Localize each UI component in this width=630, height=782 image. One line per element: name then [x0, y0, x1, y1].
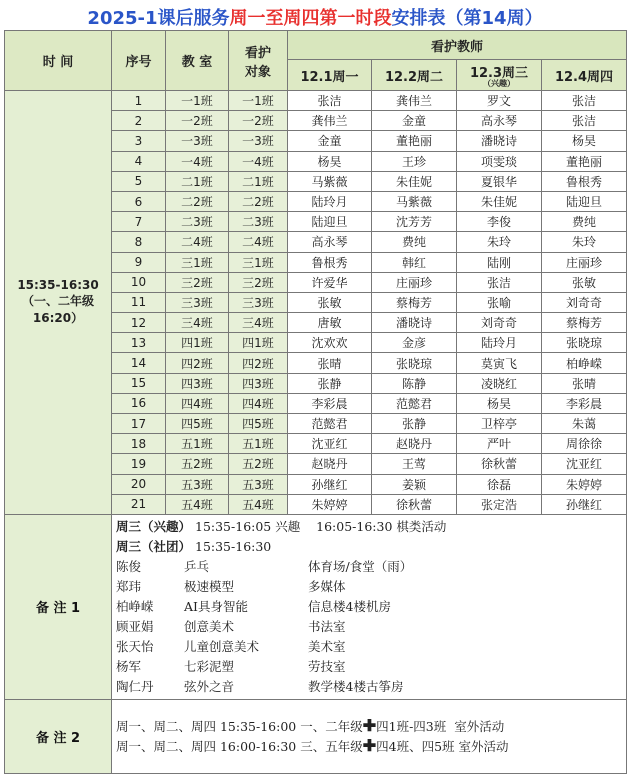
teacher-thu: 朱玲 [542, 232, 627, 252]
teacher-thu: 张洁 [542, 111, 627, 131]
row-target: 二1班 [229, 171, 288, 191]
teacher-mon: 陆迎旦 [288, 212, 372, 232]
teacher-tue: 沈芳芳 [372, 212, 457, 232]
teacher-mon: 李彩晨 [288, 393, 372, 413]
row-number: 19 [112, 454, 166, 474]
teacher-mon: 张敏 [288, 292, 372, 312]
teacher-mon: 陆玲月 [288, 191, 372, 211]
row-classroom: 一1班 [166, 91, 229, 111]
notes2-line2 [116, 736, 622, 756]
teacher-wed: 罗文 [457, 91, 542, 111]
row-number: 13 [112, 333, 166, 353]
teacher-mon: 朱婷婷 [288, 494, 372, 514]
row-target: 三4班 [229, 313, 288, 333]
teacher-thu: 周徐徐 [542, 434, 627, 454]
header-teachers: 看护教师 [288, 31, 627, 60]
schedule-table [4, 30, 627, 774]
teacher-mon: 许爱华 [288, 272, 372, 292]
teacher-wed: 项雯琰 [457, 151, 542, 171]
club-teacher: 顾亚娟 [116, 618, 154, 634]
page-title [0, 4, 630, 30]
row-number: 7 [112, 212, 166, 232]
row-classroom: 二4班 [166, 232, 229, 252]
teacher-tue: 陈静 [372, 373, 457, 393]
row-classroom: 三3班 [166, 292, 229, 312]
title-suffix: 安排表（第14周） [391, 8, 543, 29]
row-classroom: 五1班 [166, 434, 229, 454]
row-target: 四1班 [229, 333, 288, 353]
row-target: 一2班 [229, 111, 288, 131]
teacher-tue: 徐秋蕾 [372, 494, 457, 514]
teacher-wed: 徐秋蕾 [457, 454, 542, 474]
header-time: 时 间 [5, 31, 112, 91]
row-target: 二3班 [229, 212, 288, 232]
club-place: 信息楼4楼机房 [308, 598, 391, 614]
row-number: 20 [112, 474, 166, 494]
teacher-mon: 范懿君 [288, 414, 372, 434]
club-row [116, 677, 622, 697]
club-place: 教学楼4楼古筝房 [308, 678, 404, 694]
teacher-thu: 张晴 [542, 373, 627, 393]
teacher-wed: 张定浩 [457, 494, 542, 514]
teacher-tue: 张静 [372, 414, 457, 434]
time-block-line1: 15:35-16:30 [17, 278, 99, 293]
teacher-wed: 夏银华 [457, 171, 542, 191]
plus-icon: ✚ [362, 736, 377, 756]
header-target-line2: 对象 [244, 64, 271, 80]
club-row [116, 637, 622, 657]
teacher-tue: 费纯 [372, 232, 457, 252]
club-teacher: 陶仁丹 [116, 678, 154, 694]
teacher-tue: 王莺 [372, 454, 457, 474]
header-day-wed [457, 60, 542, 91]
teacher-mon: 高永琴 [288, 232, 372, 252]
row-number: 15 [112, 373, 166, 393]
row-target: 五1班 [229, 434, 288, 454]
row-target: 五4班 [229, 494, 288, 514]
header-day-thu: 12.4周四 [542, 60, 627, 91]
teacher-wed: 张喻 [457, 292, 542, 312]
notes1-interest-rest: 15:35-16:05 兴趣 16:05-16:30 棋类活动 [191, 518, 447, 534]
header-day-tue: 12.2周二 [372, 60, 457, 91]
teacher-tue: 范懿君 [372, 393, 457, 413]
row-number: 2 [112, 111, 166, 131]
teacher-mon: 杨昊 [288, 151, 372, 171]
notes1-interest-head: 周三（兴趣） [116, 518, 192, 534]
row-target: 一1班 [229, 91, 288, 111]
teacher-tue: 龚伟兰 [372, 91, 457, 111]
teacher-thu: 杨昊 [542, 131, 627, 151]
teacher-mon: 张静 [288, 373, 372, 393]
row-target: 四2班 [229, 353, 288, 373]
row-classroom: 四3班 [166, 373, 229, 393]
row-number: 21 [112, 494, 166, 514]
row-target: 三2班 [229, 272, 288, 292]
teacher-tue: 金彦 [372, 333, 457, 353]
club-name: 极速模型 [184, 578, 235, 594]
club-row [116, 657, 622, 677]
club-place: 劳技室 [308, 658, 346, 674]
row-classroom: 一2班 [166, 111, 229, 131]
row-target: 四5班 [229, 414, 288, 434]
teacher-wed: 陆刚 [457, 252, 542, 272]
row-number: 6 [112, 191, 166, 211]
teacher-tue: 金童 [372, 111, 457, 131]
row-target: 五2班 [229, 454, 288, 474]
row-number: 10 [112, 272, 166, 292]
club-teacher: 郑玮 [116, 578, 142, 594]
row-number: 14 [112, 353, 166, 373]
teacher-mon: 唐敏 [288, 313, 372, 333]
header-classroom: 教 室 [166, 31, 229, 91]
teacher-thu: 刘奇奇 [542, 292, 627, 312]
row-classroom: 四2班 [166, 353, 229, 373]
row-classroom: 三2班 [166, 272, 229, 292]
club-place: 书法室 [308, 618, 346, 634]
row-number: 11 [112, 292, 166, 312]
teacher-thu: 张洁 [542, 91, 627, 111]
teacher-tue: 姜颖 [372, 474, 457, 494]
notes2-label: 备 注 2 [5, 699, 112, 773]
club-name: 弦外之音 [184, 678, 235, 694]
teacher-wed: 严叶 [457, 434, 542, 454]
club-row [116, 557, 622, 577]
notes2-line1-a: 周一、周二、周四 15:35-16:00 一、二年级 [116, 719, 363, 735]
teacher-mon: 孙继红 [288, 474, 372, 494]
teacher-tue: 赵晓丹 [372, 434, 457, 454]
teacher-mon: 张晴 [288, 353, 372, 373]
row-target: 三3班 [229, 292, 288, 312]
teacher-tue: 董艳丽 [372, 131, 457, 151]
teacher-thu: 张敏 [542, 272, 627, 292]
notes1-club-head: 周三（社团） [116, 538, 192, 554]
teacher-tue: 张晓琼 [372, 353, 457, 373]
row-number: 1 [112, 91, 166, 111]
row-classroom: 四1班 [166, 333, 229, 353]
row-number: 17 [112, 414, 166, 434]
club-row [116, 617, 622, 637]
teacher-thu: 沈亚红 [542, 454, 627, 474]
teacher-thu: 孙继红 [542, 494, 627, 514]
teacher-wed: 陆玲月 [457, 333, 542, 353]
title-highlight: 周一至周四第一时段 [229, 8, 392, 29]
row-target: 四4班 [229, 393, 288, 413]
row-classroom: 三1班 [166, 252, 229, 272]
teacher-wed: 刘奇奇 [457, 313, 542, 333]
club-place: 多媒体 [308, 578, 346, 594]
teacher-wed: 杨昊 [457, 393, 542, 413]
teacher-thu: 鲁根秀 [542, 171, 627, 191]
teacher-tue: 蔡梅芳 [372, 292, 457, 312]
plus-icon: ✚ [362, 716, 377, 736]
club-place: 体育场/食堂（雨） [308, 558, 413, 574]
row-number: 18 [112, 434, 166, 454]
teacher-mon: 沈亚红 [288, 434, 372, 454]
row-classroom: 一3班 [166, 131, 229, 151]
teacher-mon: 张洁 [288, 91, 372, 111]
notes2-content [112, 699, 627, 773]
teacher-thu: 李彩晨 [542, 393, 627, 413]
row-classroom: 五2班 [166, 454, 229, 474]
time-block [5, 91, 112, 515]
row-classroom: 二2班 [166, 191, 229, 211]
header-target-line1: 看护 [244, 45, 271, 61]
row-number: 16 [112, 393, 166, 413]
notes1-club-line [116, 537, 622, 557]
notes2-line2-a: 周一、周二、周四 16:00-16:30 三、五年级 [116, 739, 363, 755]
row-target: 二4班 [229, 232, 288, 252]
header-number: 序号 [112, 31, 166, 91]
table-row [5, 91, 627, 111]
teacher-tue: 王珍 [372, 151, 457, 171]
club-teacher: 柏峥嵘 [116, 598, 154, 614]
teacher-wed: 徐磊 [457, 474, 542, 494]
club-name: AI具身智能 [184, 598, 248, 614]
time-block-line2: （一、二年级 [21, 294, 94, 309]
row-classroom: 二3班 [166, 212, 229, 232]
teacher-wed: 高永琴 [457, 111, 542, 131]
club-name: 七彩泥塑 [184, 658, 235, 674]
teacher-wed: 张洁 [457, 272, 542, 292]
teacher-mon: 马紫薇 [288, 171, 372, 191]
time-block-line3: 16:20） [32, 311, 84, 326]
teacher-thu: 董艳丽 [542, 151, 627, 171]
header-day-wed-label: 12.3周三 [469, 66, 529, 81]
row-classroom: 一4班 [166, 151, 229, 171]
teacher-wed: 卫梓亭 [457, 414, 542, 434]
teacher-thu: 蔡梅芳 [542, 313, 627, 333]
teacher-wed: 朱玲 [457, 232, 542, 252]
notes2-line2-b: 四4班、四5班 室外活动 [376, 739, 509, 755]
teacher-thu: 柏峥嵘 [542, 353, 627, 373]
teacher-mon: 龚伟兰 [288, 111, 372, 131]
teacher-wed: 莫寅飞 [457, 353, 542, 373]
teacher-wed: 朱佳妮 [457, 191, 542, 211]
teacher-tue: 庄丽珍 [372, 272, 457, 292]
teacher-mon: 沈欢欢 [288, 333, 372, 353]
club-name: 创意美术 [184, 618, 235, 634]
club-teacher: 杨军 [116, 658, 142, 674]
club-row [116, 597, 622, 617]
row-number: 9 [112, 252, 166, 272]
row-number: 5 [112, 171, 166, 191]
row-number: 4 [112, 151, 166, 171]
notes2-line1-b: 四1班-四3班 室外活动 [376, 719, 505, 735]
teacher-mon: 鲁根秀 [288, 252, 372, 272]
teacher-mon: 赵晓丹 [288, 454, 372, 474]
teacher-tue: 潘晓诗 [372, 313, 457, 333]
teacher-wed: 潘晓诗 [457, 131, 542, 151]
notes1-label: 备 注 1 [5, 514, 112, 699]
row-number: 8 [112, 232, 166, 252]
teacher-thu: 张晓琼 [542, 333, 627, 353]
club-teacher: 陈俊 [116, 558, 142, 574]
header-day-wed-note: （兴趣） [483, 79, 515, 88]
row-target: 四3班 [229, 373, 288, 393]
row-target: 五3班 [229, 474, 288, 494]
notes1-interest-line [116, 517, 622, 537]
row-classroom: 五4班 [166, 494, 229, 514]
teacher-wed: 凌晓红 [457, 373, 542, 393]
teacher-thu: 费纯 [542, 212, 627, 232]
row-classroom: 四5班 [166, 414, 229, 434]
notes1-club-rest: 15:35-16:30 [191, 538, 272, 554]
notes1-content [112, 514, 627, 699]
teacher-tue: 马紫薇 [372, 191, 457, 211]
row-target: 一4班 [229, 151, 288, 171]
teacher-thu: 朱蔼 [542, 414, 627, 434]
club-name: 乒乓 [184, 558, 210, 574]
teacher-thu: 陆迎旦 [542, 191, 627, 211]
teacher-thu: 朱婷婷 [542, 474, 627, 494]
teacher-tue: 韩红 [372, 252, 457, 272]
row-target: 二2班 [229, 191, 288, 211]
teacher-wed: 李俊 [457, 212, 542, 232]
club-name: 儿童创意美术 [184, 638, 260, 654]
row-target: 一3班 [229, 131, 288, 151]
club-place: 美术室 [308, 638, 346, 654]
teacher-mon: 金童 [288, 131, 372, 151]
notes2-line1 [116, 716, 622, 736]
row-classroom: 二1班 [166, 171, 229, 191]
teacher-thu: 庄丽珍 [542, 252, 627, 272]
header-target [229, 31, 288, 91]
row-target: 三1班 [229, 252, 288, 272]
row-classroom: 五3班 [166, 474, 229, 494]
row-classroom: 三4班 [166, 313, 229, 333]
club-teacher: 张天怡 [116, 638, 154, 654]
club-row [116, 577, 622, 597]
row-classroom: 四4班 [166, 393, 229, 413]
row-number: 12 [112, 313, 166, 333]
row-number: 3 [112, 131, 166, 151]
header-day-mon: 12.1周一 [288, 60, 372, 91]
title-prefix: 2025-1课后服务 [87, 8, 230, 29]
teacher-tue: 朱佳妮 [372, 171, 457, 191]
